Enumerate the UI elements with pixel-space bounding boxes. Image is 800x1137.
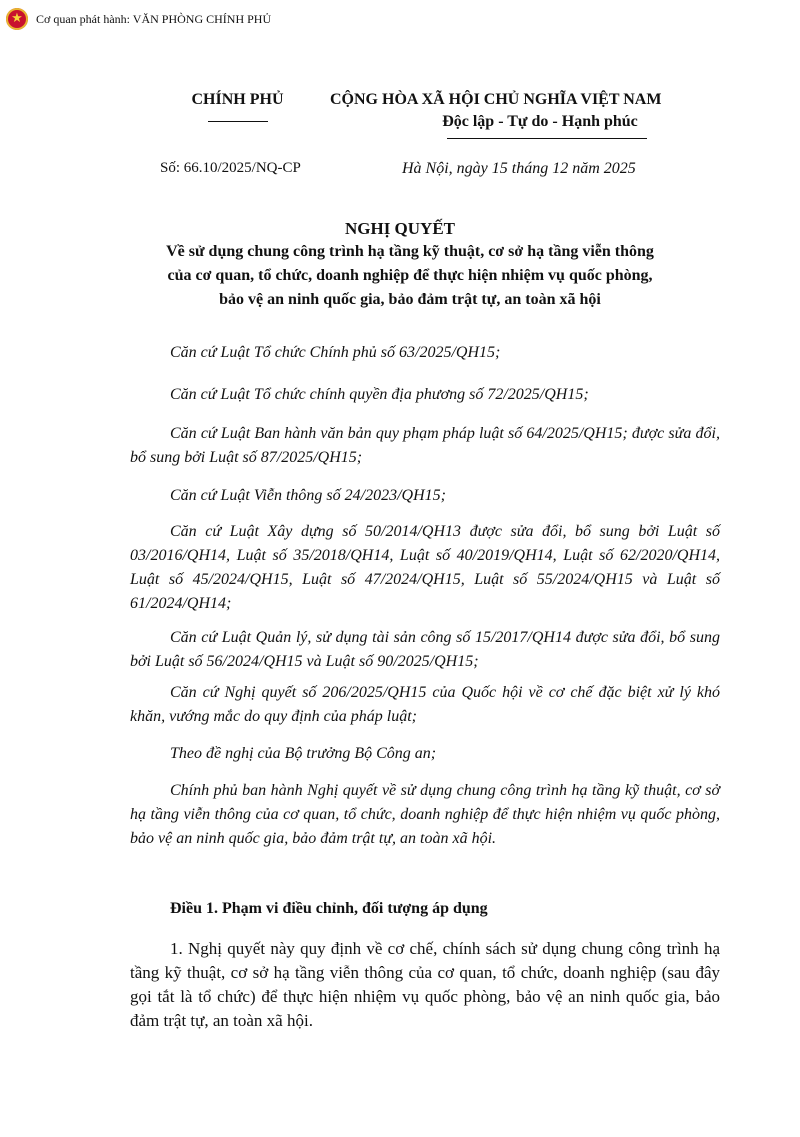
title-line: của cơ quan, tổ chức, doanh nghiệp để thực hiện nhiệm vụ quốc phòng,: [167, 267, 653, 284]
legal-basis-6: Căn cứ Luật Quản lý, sử dụng tài sản công số 15/2017/QH14 được sửa đổi, bổ sung bởi Luật số 56/2024/QH15 và Luật số 90/2025/QH15;: [130, 629, 720, 670]
legal-basis-7: Căn cứ Nghị quyết số 206/2025/QH15 của Quốc hội về cơ chế đặc biệt xử lý khó khăn, vướng mắc do quy định của pháp luật;: [130, 684, 720, 725]
place-date: Hà Nội, ngày 15 tháng 12 năm 2025: [402, 160, 636, 177]
legal-basis-1: Căn cứ Luật Tổ chức Chính phủ số 63/2025/QH15;: [170, 344, 501, 361]
motto-underline: [447, 138, 647, 139]
legal-basis-2: Căn cứ Luật Tổ chức chính quyền địa phương số 72/2025/QH15;: [170, 386, 589, 403]
enacting-clause: Chính phủ ban hành Nghị quyết về sử dụng chung công trình hạ tầng kỹ thuật, cơ sở hạ tầng viễn thông của cơ quan, tổ chức, doanh nghiệp để thực hiện nhiệm vụ quốc phòng, bảo vệ an ninh quốc gia, bảo đảm trật tự, an toàn xã hội.: [130, 782, 720, 847]
issuer-label: Cơ quan phát hành: VĂN PHÒNG CHÍNH PHỦ: [36, 11, 272, 26]
title-line: bảo vệ an ninh quốc gia, bảo đảm trật tự, an toàn xã hội: [219, 291, 601, 308]
national-title: CỘNG HÒA XÃ HỘI CHỦ NGHĨA VIỆT NAM: [330, 91, 662, 108]
legal-basis-5: Căn cứ Luật Xây dựng số 50/2014/QH13 được sửa đổi, bổ sung bởi Luật số 03/2016/QH14, Luật số 35/2018/QH14, Luật số 40/2019/QH14, Luật số 62/2020/QH14, Luật số 45/2024/QH15, Luật số 47/2024/QH15, Luật số 55/2024/QH15 và Luật số 61/2024/QH14;: [130, 523, 720, 612]
legal-basis-3: Căn cứ Luật Ban hành văn bản quy phạm pháp luật số 64/2025/QH15; được sửa đổi, bổ sung bởi Luật số 87/2025/QH15;: [130, 425, 720, 466]
national-emblem-icon: [6, 8, 28, 30]
legal-basis-4: Căn cứ Luật Viễn thông số 24/2023/QH15;: [170, 487, 446, 504]
title-line: Về sử dụng chung công trình hạ tầng kỹ thuật, cơ sở hạ tầng viễn thông: [166, 243, 654, 260]
document-type: NGHỊ QUYẾT: [344, 219, 456, 238]
legal-basis-8: Theo đề nghị của Bộ trưởng Bộ Công an;: [170, 745, 437, 762]
article-1-clause-1: 1. Nghị quyết này quy định về cơ chế, chính sách sử dụng chung công trình hạ tầng kỹ thuật, cơ sở hạ tầng viễn thông của cơ quan, tổ chức, doanh nghiệp (sau đây gọi tắt là tổ chức) để thực hiện nhiệm vụ quốc phòng, bảo vệ an ninh quốc gia, bảo đảm trật tự, an toàn xã hội.: [130, 939, 720, 1030]
national-motto: Độc lập - Tự do - Hạnh phúc: [442, 113, 638, 130]
document-title: [100, 240, 720, 312]
document-number: Số: 66.10/2025/NQ-CP: [160, 160, 301, 176]
article-1-heading: Điều 1. Phạm vi điều chỉnh, đối tượng áp dụng: [170, 900, 488, 917]
agency-underline: [208, 121, 268, 122]
issuer-bar: [6, 8, 271, 30]
issuing-agency: CHÍNH PHỦ: [191, 91, 284, 108]
